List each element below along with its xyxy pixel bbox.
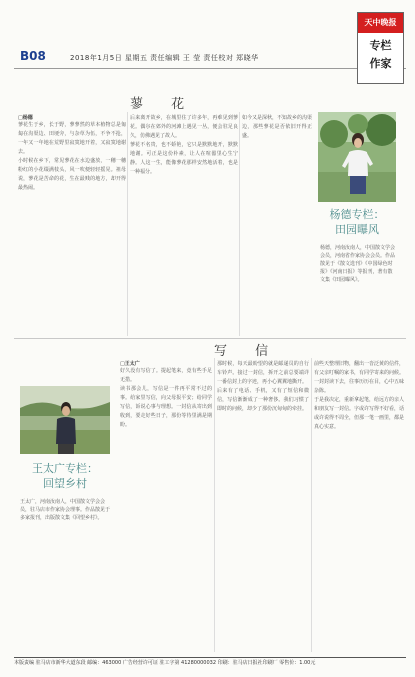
section1-title: 蓼 花 — [130, 97, 197, 112]
column-divider — [311, 358, 312, 652]
column-label-line1: 专栏 — [369, 39, 392, 52]
column-divider — [214, 358, 215, 652]
columnist2-bio: 王太广，河南汝南人，中国散文学会会员，驻马店市作家协会理事。作品散见于多家报刊，出版散文集《回望乡村》。 — [20, 499, 111, 521]
section2-paragraph: 读书那会儿，写信是一件再平常不过的事。给家里写信，向父母报平安；给同学写信，诉说心事与理想。一封信从寄出到收到，要走好些日子，那份等待里满是期盼。 — [120, 386, 212, 428]
page-header — [14, 48, 406, 69]
columnist1-bio: 杨德，河南汝南人，中国散文学会会员，河南省作家协会会员。作品散见于《散文选刊》《中国绿色时报》《河南日报》等报刊，著有散文集《田园曝风》。 — [320, 245, 396, 283]
section2-byline: □王太广 — [120, 361, 140, 367]
section1-paragraph: 小时候在乡下，常见蓼花在水边盛放，一穗一穗粉红的小花缀满枝头，风一吹便轻轻摇晃。祖母说，蓼花是苦命的花，生在最贱的地方，却开得最热闹。 — [18, 158, 126, 191]
section2-paragraph: 后来有了电话、手机，又有了短信和微信，写信渐渐成了一种奢侈。我们习惯了即时的问候，却少了那份沉甸甸的牵挂。 — [217, 388, 309, 412]
section2-paragraph: 那时候，每天最盼望的就是邮递员的自行车铃声。接过一封信，拆开之前总要端详一番信封上的字迹，再小心翼翼地撕开。 — [217, 361, 309, 385]
column-label-line2: 作家 — [369, 57, 392, 70]
section1-byline: □杨德 — [18, 115, 33, 121]
section2-title: 写 信 — [214, 344, 281, 359]
section1-paragraph: 如今又是深秋，不知故乡的沟渠边，那些蓼花是否依旧开得正盛。 — [242, 115, 312, 139]
column-brand-box — [357, 12, 404, 84]
section2-paragraph: 于是我决定，重新拿起笔，给远方的亲人和朋友写一封信。字或许写得不好看，话或许说得不周全，但那一笔一画里，都是真心实意。 — [314, 397, 404, 430]
section1-paragraph: 后来离开故乡，在城里住了许多年，再难见到蓼花。偶尔在郊外的河滩上遇见一丛，便会驻足良久，仿佛遇见了故人。 — [130, 115, 238, 139]
section2-column-2 — [217, 360, 309, 652]
column-divider — [239, 112, 240, 336]
columnist2-label: 王太广专栏： — [32, 462, 98, 475]
section1-column-3 — [242, 114, 312, 336]
section-divider — [14, 338, 406, 339]
section1-column-1 — [18, 114, 126, 336]
columnist1-photo-image — [318, 112, 396, 202]
page-footer: 本版责编 驻马店市新华大道东段 邮编：463000 广告经营许可证 驻工字第 41280000032 印刷：驻马店日报社印刷厂 零售价：1.00元 — [14, 657, 406, 669]
columnist2-title: 回望乡村 — [43, 477, 87, 490]
newspaper-name: 天中晚报 — [358, 13, 403, 33]
section2-paragraph: 好久没有写信了。提起笔来，竟有些手足无措。 — [120, 368, 212, 383]
section1-column-2 — [130, 114, 238, 336]
column-divider — [127, 112, 128, 336]
columnist1-label: 杨德专栏： — [329, 208, 385, 221]
columnist1-photo — [318, 112, 396, 202]
section2-column-3 — [314, 360, 404, 652]
section1-paragraph: 蓼花生于乡，长于野，蓼蓼然的草本植物总是匍匐在沟渠边、田埂旁，与杂草为伍，不争不抢，一年又一年地在荒野里寂寞地开着，又寂寞地谢去。 — [18, 122, 126, 155]
columnist2-photo-image — [20, 386, 110, 454]
columnist1-title: 田园曝风 — [335, 223, 379, 236]
header-meta: 2018年1月5日 星期五 责任编辑 王 莹 责任校对 郑晓华 — [70, 54, 259, 62]
section2-column-1 — [120, 360, 212, 652]
columnist2-photo — [20, 386, 110, 454]
page-number: B08 — [20, 49, 46, 63]
section1-paragraph: 蓼花不名贵，也不娇艳，它只是默默地开，默默地谢。可正是这份朴素，让人在喧嚣里心生宁静。人这一生，能像蓼花那样安然地活着，也是一种福分。 — [130, 142, 238, 175]
section2-paragraph: 前些天整理旧物，翻出一沓泛黄的信件，有父亲叮嘱的家书，有同学寄来的问候。一封封读下去，往事历历在目，心中五味杂陈。 — [314, 361, 404, 394]
